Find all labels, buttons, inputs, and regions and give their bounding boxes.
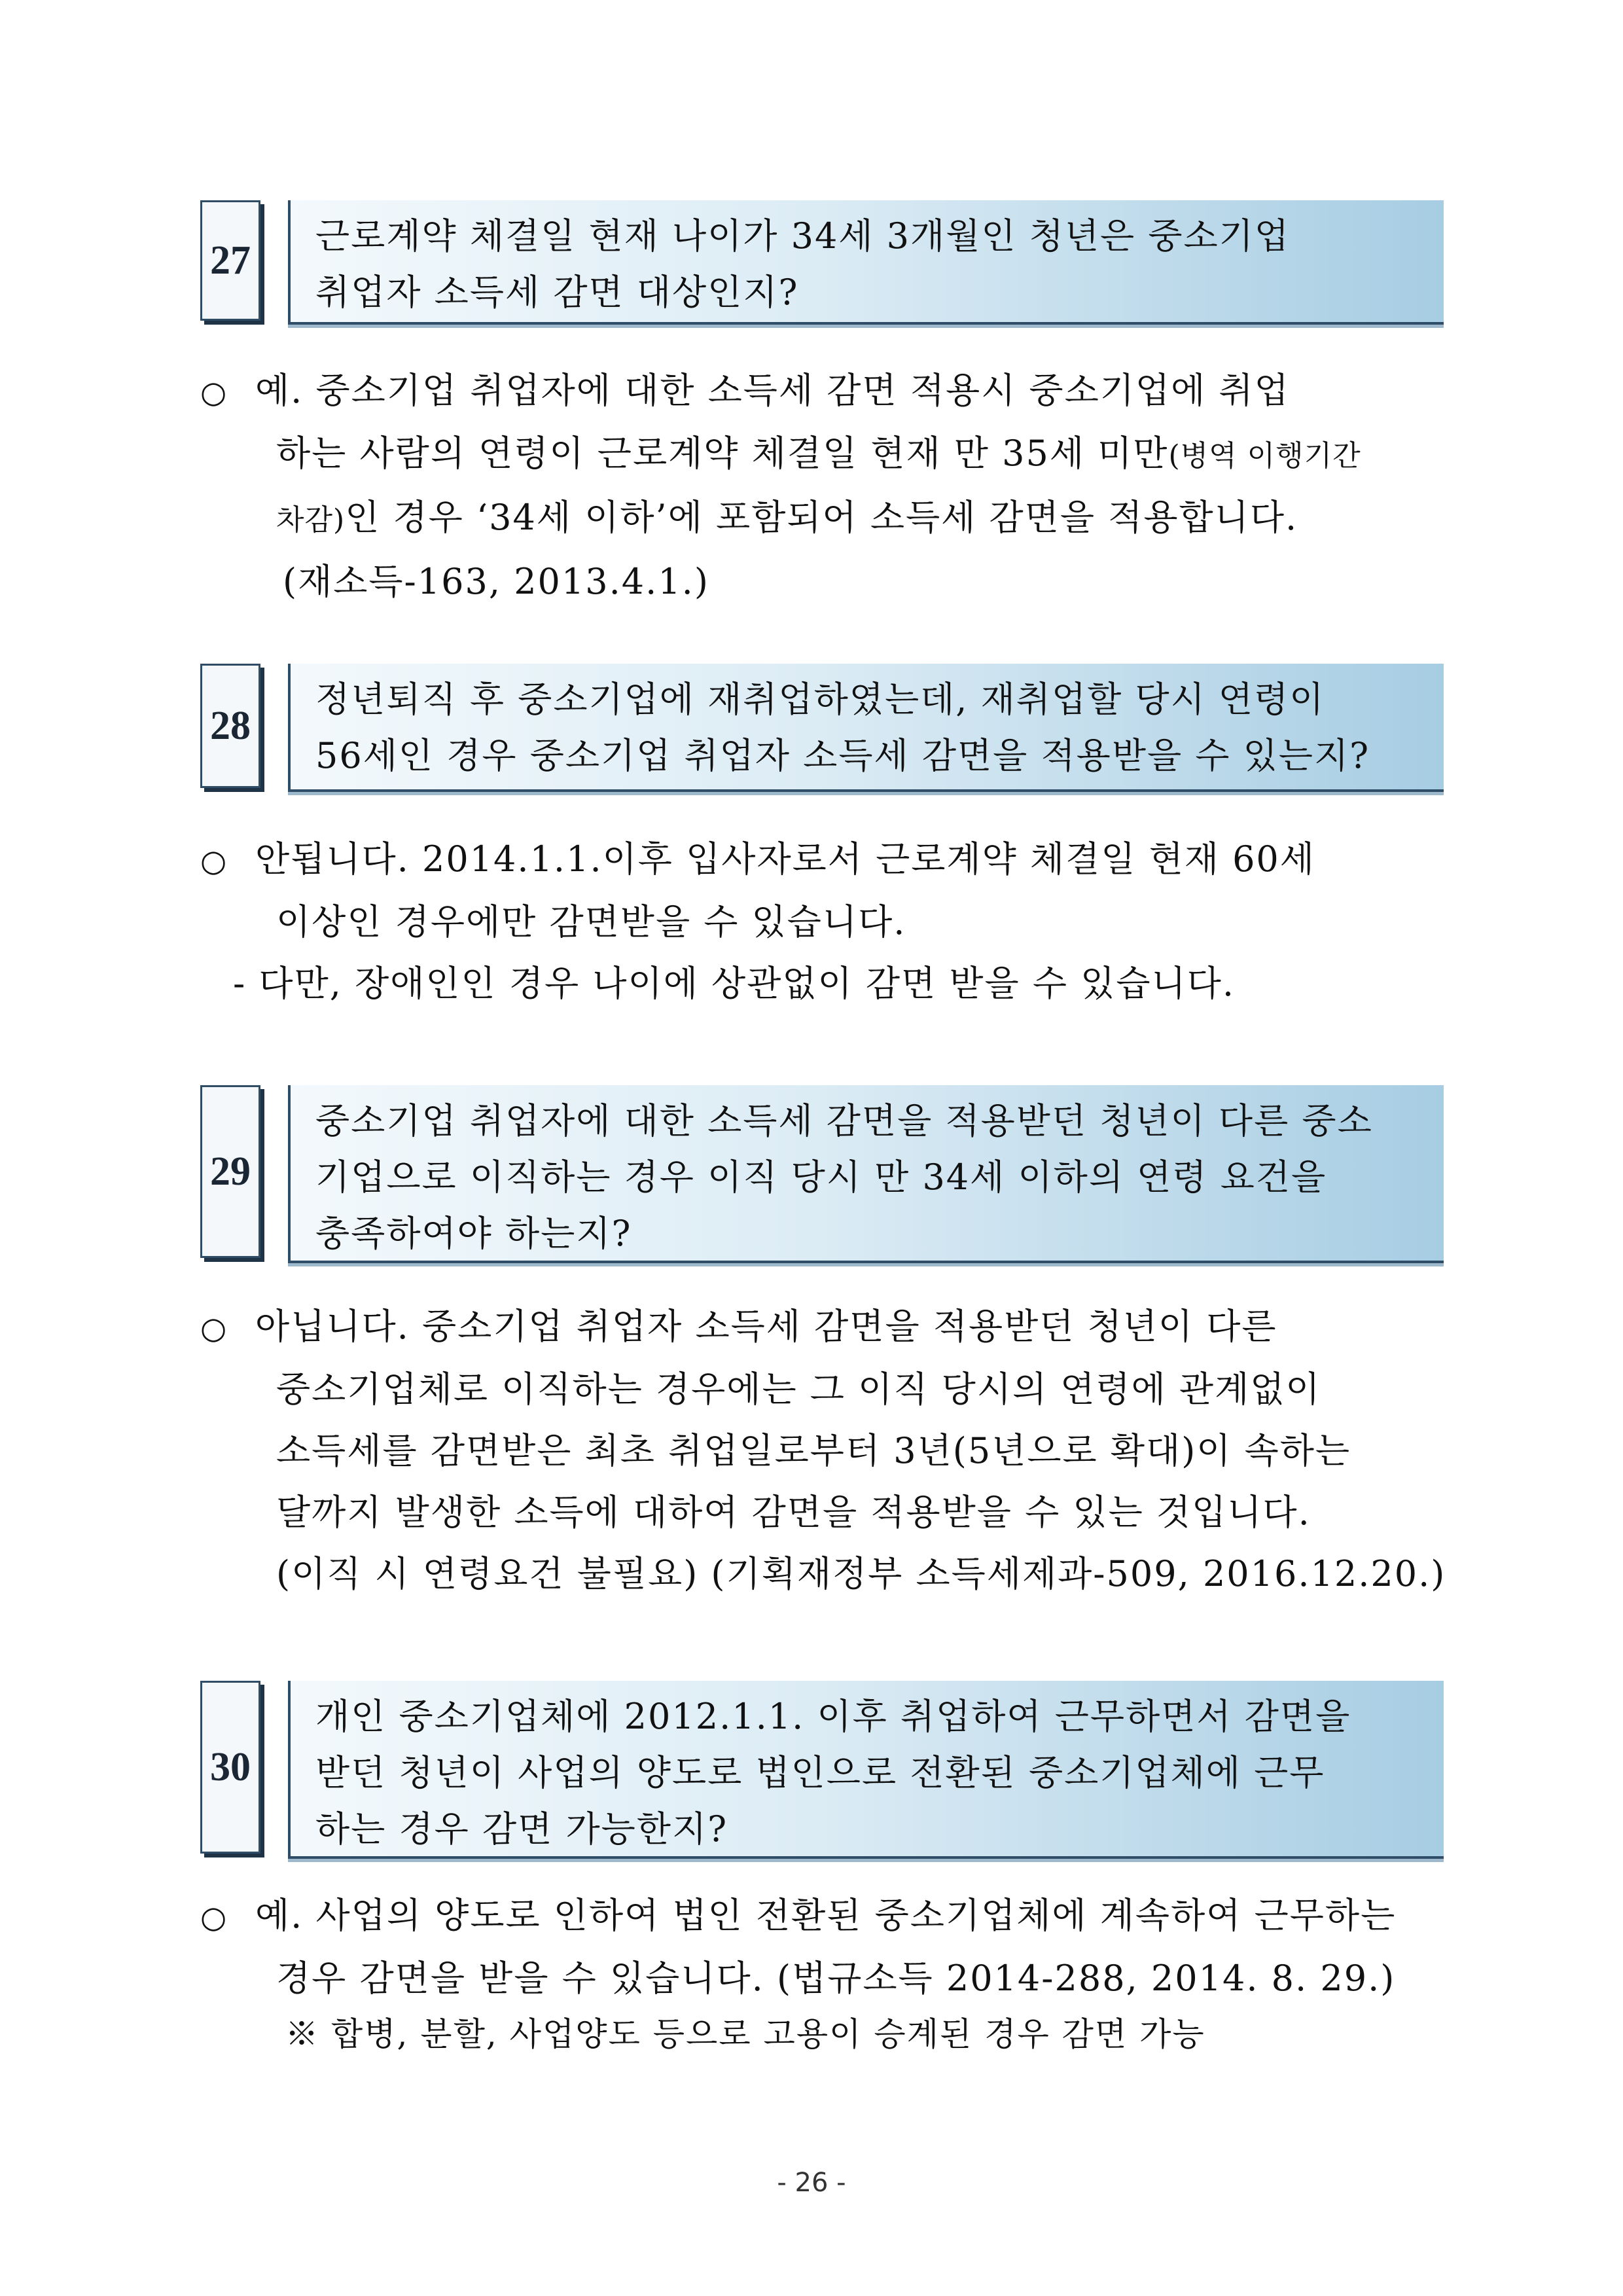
question-box <box>288 664 1444 792</box>
answer-line: 중소기업체로 이직하는 경우에는 그 이직 당시의 연령에 관계없이 <box>276 1369 1321 1410</box>
question-line: 중소기업 취업자에 대한 소득세 감면을 적용받던 청년이 다른 중소 <box>315 1100 1373 1141</box>
circle-bullet-icon: ○ <box>200 843 228 878</box>
question-box <box>288 1681 1444 1859</box>
question-number: 30 <box>200 1681 260 1854</box>
question-line: 하는 경우 감면 가능한지? <box>315 1808 728 1850</box>
question-line: 56세인 경우 중소기업 취업자 소득세 감면을 적용받을 수 있는지? <box>315 735 1370 776</box>
circle-bullet-icon: ○ <box>200 1310 228 1346</box>
answer-line: - 다만, 장애인인 경우 나이에 상관없이 감면 받을 수 있습니다. <box>233 963 1235 1004</box>
circle-bullet-icon: ○ <box>200 1899 228 1935</box>
question-box <box>288 1085 1444 1263</box>
reference-note: ※ 합병, 분할, 사업양도 등으로 고용이 승계된 경우 감면 가능 <box>285 2015 1205 2053</box>
question-number: 28 <box>200 664 260 788</box>
answer-line: 인 경우 ‘34세 이하’에 포함되어 소득세 감면을 적용합니다. <box>345 497 1298 538</box>
answer-source: (이직 시 연령요건 불필요) (기획재정부 소득세제과-509, 2016.12.20.) <box>276 1553 1446 1594</box>
answer-line: 예. 사업의 양도로 인하여 법인 전환된 중소기업체에 계속하여 근무하는 <box>255 1895 1397 1936</box>
question-line: 취업자 소득세 감면 대상인지? <box>315 272 799 313</box>
answer-note-small: (병역 이행기간 <box>1168 439 1361 473</box>
question-box <box>288 200 1444 325</box>
answer-line: 예. 중소기업 취업자에 대한 소득세 감면 적용시 중소기업에 취업 <box>255 370 1290 411</box>
answer <box>200 1885 1444 2059</box>
answer <box>200 829 1444 1014</box>
answer-line: 이상인 경우에만 감면받을 수 있습니다. <box>276 901 906 942</box>
question-line: 충족하여야 하는지? <box>315 1213 632 1254</box>
question-number: 29 <box>200 1085 260 1258</box>
answer-line: 소득세를 감면받은 최초 취업일로부터 3년(5년으로 확대)이 속하는 <box>276 1430 1351 1471</box>
answer <box>200 360 1444 613</box>
answer-line: 하는 사람의 연령이 근로계약 체결일 현재 만 35세 미만 <box>276 433 1169 474</box>
question-line: 개인 중소기업체에 2012.1.1. 이후 취업하여 근무하면서 감면을 <box>315 1696 1351 1737</box>
answer-line: 아닙니다. 중소기업 취업자 소득세 감면을 적용받던 청년이 다른 <box>255 1306 1277 1347</box>
circle-bullet-icon: ○ <box>200 374 228 410</box>
question-number: 27 <box>200 200 260 321</box>
answer-note-small: 차감) <box>276 503 346 537</box>
question-line: 정년퇴직 후 중소기업에 재취업하였는데, 재취업할 당시 연령이 <box>315 679 1325 720</box>
question-line: 근로계약 체결일 현재 나이가 34세 3개월인 청년은 중소기업 <box>315 215 1290 257</box>
question-line: 받던 청년이 사업의 양도로 법인으로 전환된 중소기업체에 근무 <box>315 1752 1325 1793</box>
answer-line: 달까지 발생한 소득에 대하여 감면을 적용받을 수 있는 것입니다. <box>276 1492 1311 1533</box>
answer-line: 경우 감면을 받을 수 있습니다. (법규소득 2014-288, 2014. 8. 29.) <box>276 1958 1396 1999</box>
answer <box>200 1296 1444 1605</box>
answer-line: 안됩니다. 2014.1.1.이후 입사자로서 근로계약 체결일 현재 60세 <box>255 838 1315 880</box>
answer-source: (재소득-163, 2013.4.1.) <box>283 561 709 602</box>
question-line: 기업으로 이직하는 경우 이직 당시 만 34세 이하의 연령 요건을 <box>315 1157 1327 1198</box>
page-number: - 26 - <box>777 2168 846 2198</box>
